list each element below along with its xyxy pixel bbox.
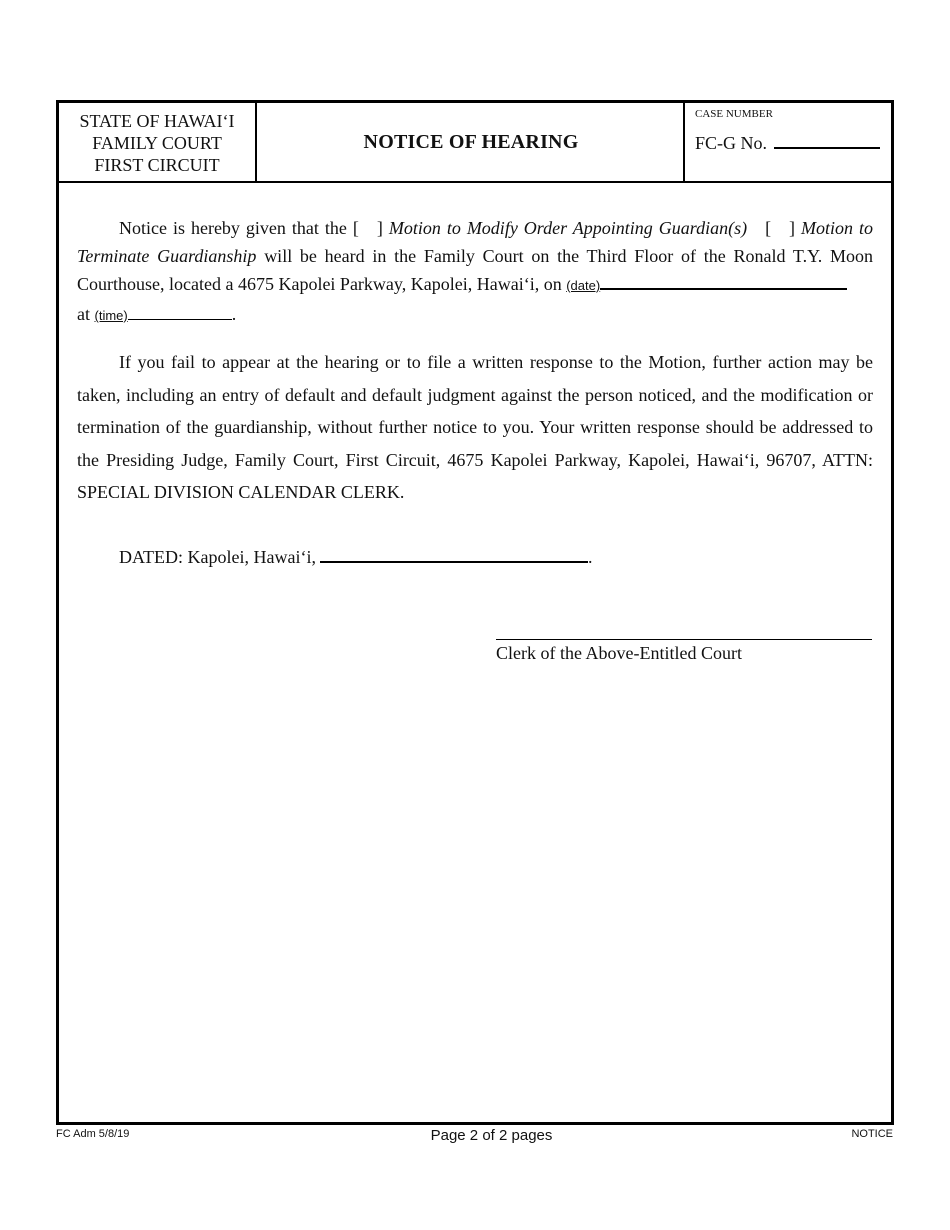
frame-tick xyxy=(56,640,59,653)
document-title: NOTICE OF HEARING xyxy=(259,103,685,181)
form-header xyxy=(59,103,891,183)
time-hint: (time) xyxy=(94,308,128,323)
modify-checkbox[interactable]: [ ] xyxy=(352,218,383,238)
notice-intro: Notice is hereby given that the xyxy=(119,218,347,238)
terminate-option-label-1: Motion to xyxy=(801,218,874,238)
frame-tick xyxy=(891,228,894,241)
frame-tick xyxy=(891,1100,894,1113)
case-number-blank[interactable] xyxy=(774,132,880,149)
court-name: FAMILY COURT xyxy=(92,133,222,153)
frame-tick xyxy=(891,420,894,433)
form-frame xyxy=(56,100,894,1125)
frame-tick xyxy=(56,420,59,433)
signature-label: Clerk of the Above-Entitled Court xyxy=(496,643,742,663)
case-number-field[interactable] xyxy=(695,132,880,154)
page-number: Page 2 of 2 pages xyxy=(430,1127,553,1144)
date-hint: (date) xyxy=(566,278,601,293)
dated-label: DATED: Kapolei, Hawai‘i, xyxy=(119,547,316,567)
warning-paragraph xyxy=(77,346,873,509)
hearing-date-blank[interactable] xyxy=(600,274,847,290)
document-type: NOTICE xyxy=(851,1128,893,1140)
court-state: STATE OF HAWAI‘I xyxy=(79,111,235,131)
at-label: at xyxy=(77,304,90,324)
terminate-option-label-2: Terminate Guardianship xyxy=(77,246,257,266)
frame-tick xyxy=(56,150,59,163)
dated-period: . xyxy=(587,547,593,567)
frame-tick xyxy=(891,150,894,163)
warning-text: If you fail to appear at the hearing or to file a written response to the Motion, further action may be taken, including an entry of default and default judgment against the person noticed, and the modification or termination of the guardianship, without further notice to you. Your written response should be addressed to the Presiding Judge, Family Court, First Circuit, 4675 Kapolei Parkway, Kapolei, Hawai‘i, 96707, ATTN: SPECIAL DIVISION CALENDAR CLERK. xyxy=(77,352,873,502)
dated-line xyxy=(119,547,592,568)
frame-tick xyxy=(56,228,59,241)
case-number-label: CASE NUMBER xyxy=(695,108,773,120)
signature-line[interactable] xyxy=(496,639,872,640)
hearing-time-blank[interactable] xyxy=(128,305,232,320)
time-period: . xyxy=(231,304,237,324)
court-identification xyxy=(59,103,257,181)
case-number-box xyxy=(687,103,891,181)
frame-tick xyxy=(891,640,894,653)
court-circuit: FIRST CIRCUIT xyxy=(94,155,220,175)
notice-body: will be heard in the Family Court on the Third Floor of the Ronald T.Y. Moon Courthouse, located a 4675 Kapolei Parkway, Kapolei, Hawai‘i, on xyxy=(77,246,874,294)
dated-blank[interactable] xyxy=(320,547,588,563)
terminate-checkbox[interactable]: [ ] xyxy=(765,218,796,238)
case-number-prefix: FC-G No. xyxy=(695,133,768,153)
modify-option-label: Motion to Modify Order Appointing Guardian(s) xyxy=(388,218,748,238)
form-id: FC Adm 5/8/19 xyxy=(56,1128,130,1140)
frame-tick xyxy=(56,1100,59,1113)
notice-paragraph xyxy=(77,214,873,330)
